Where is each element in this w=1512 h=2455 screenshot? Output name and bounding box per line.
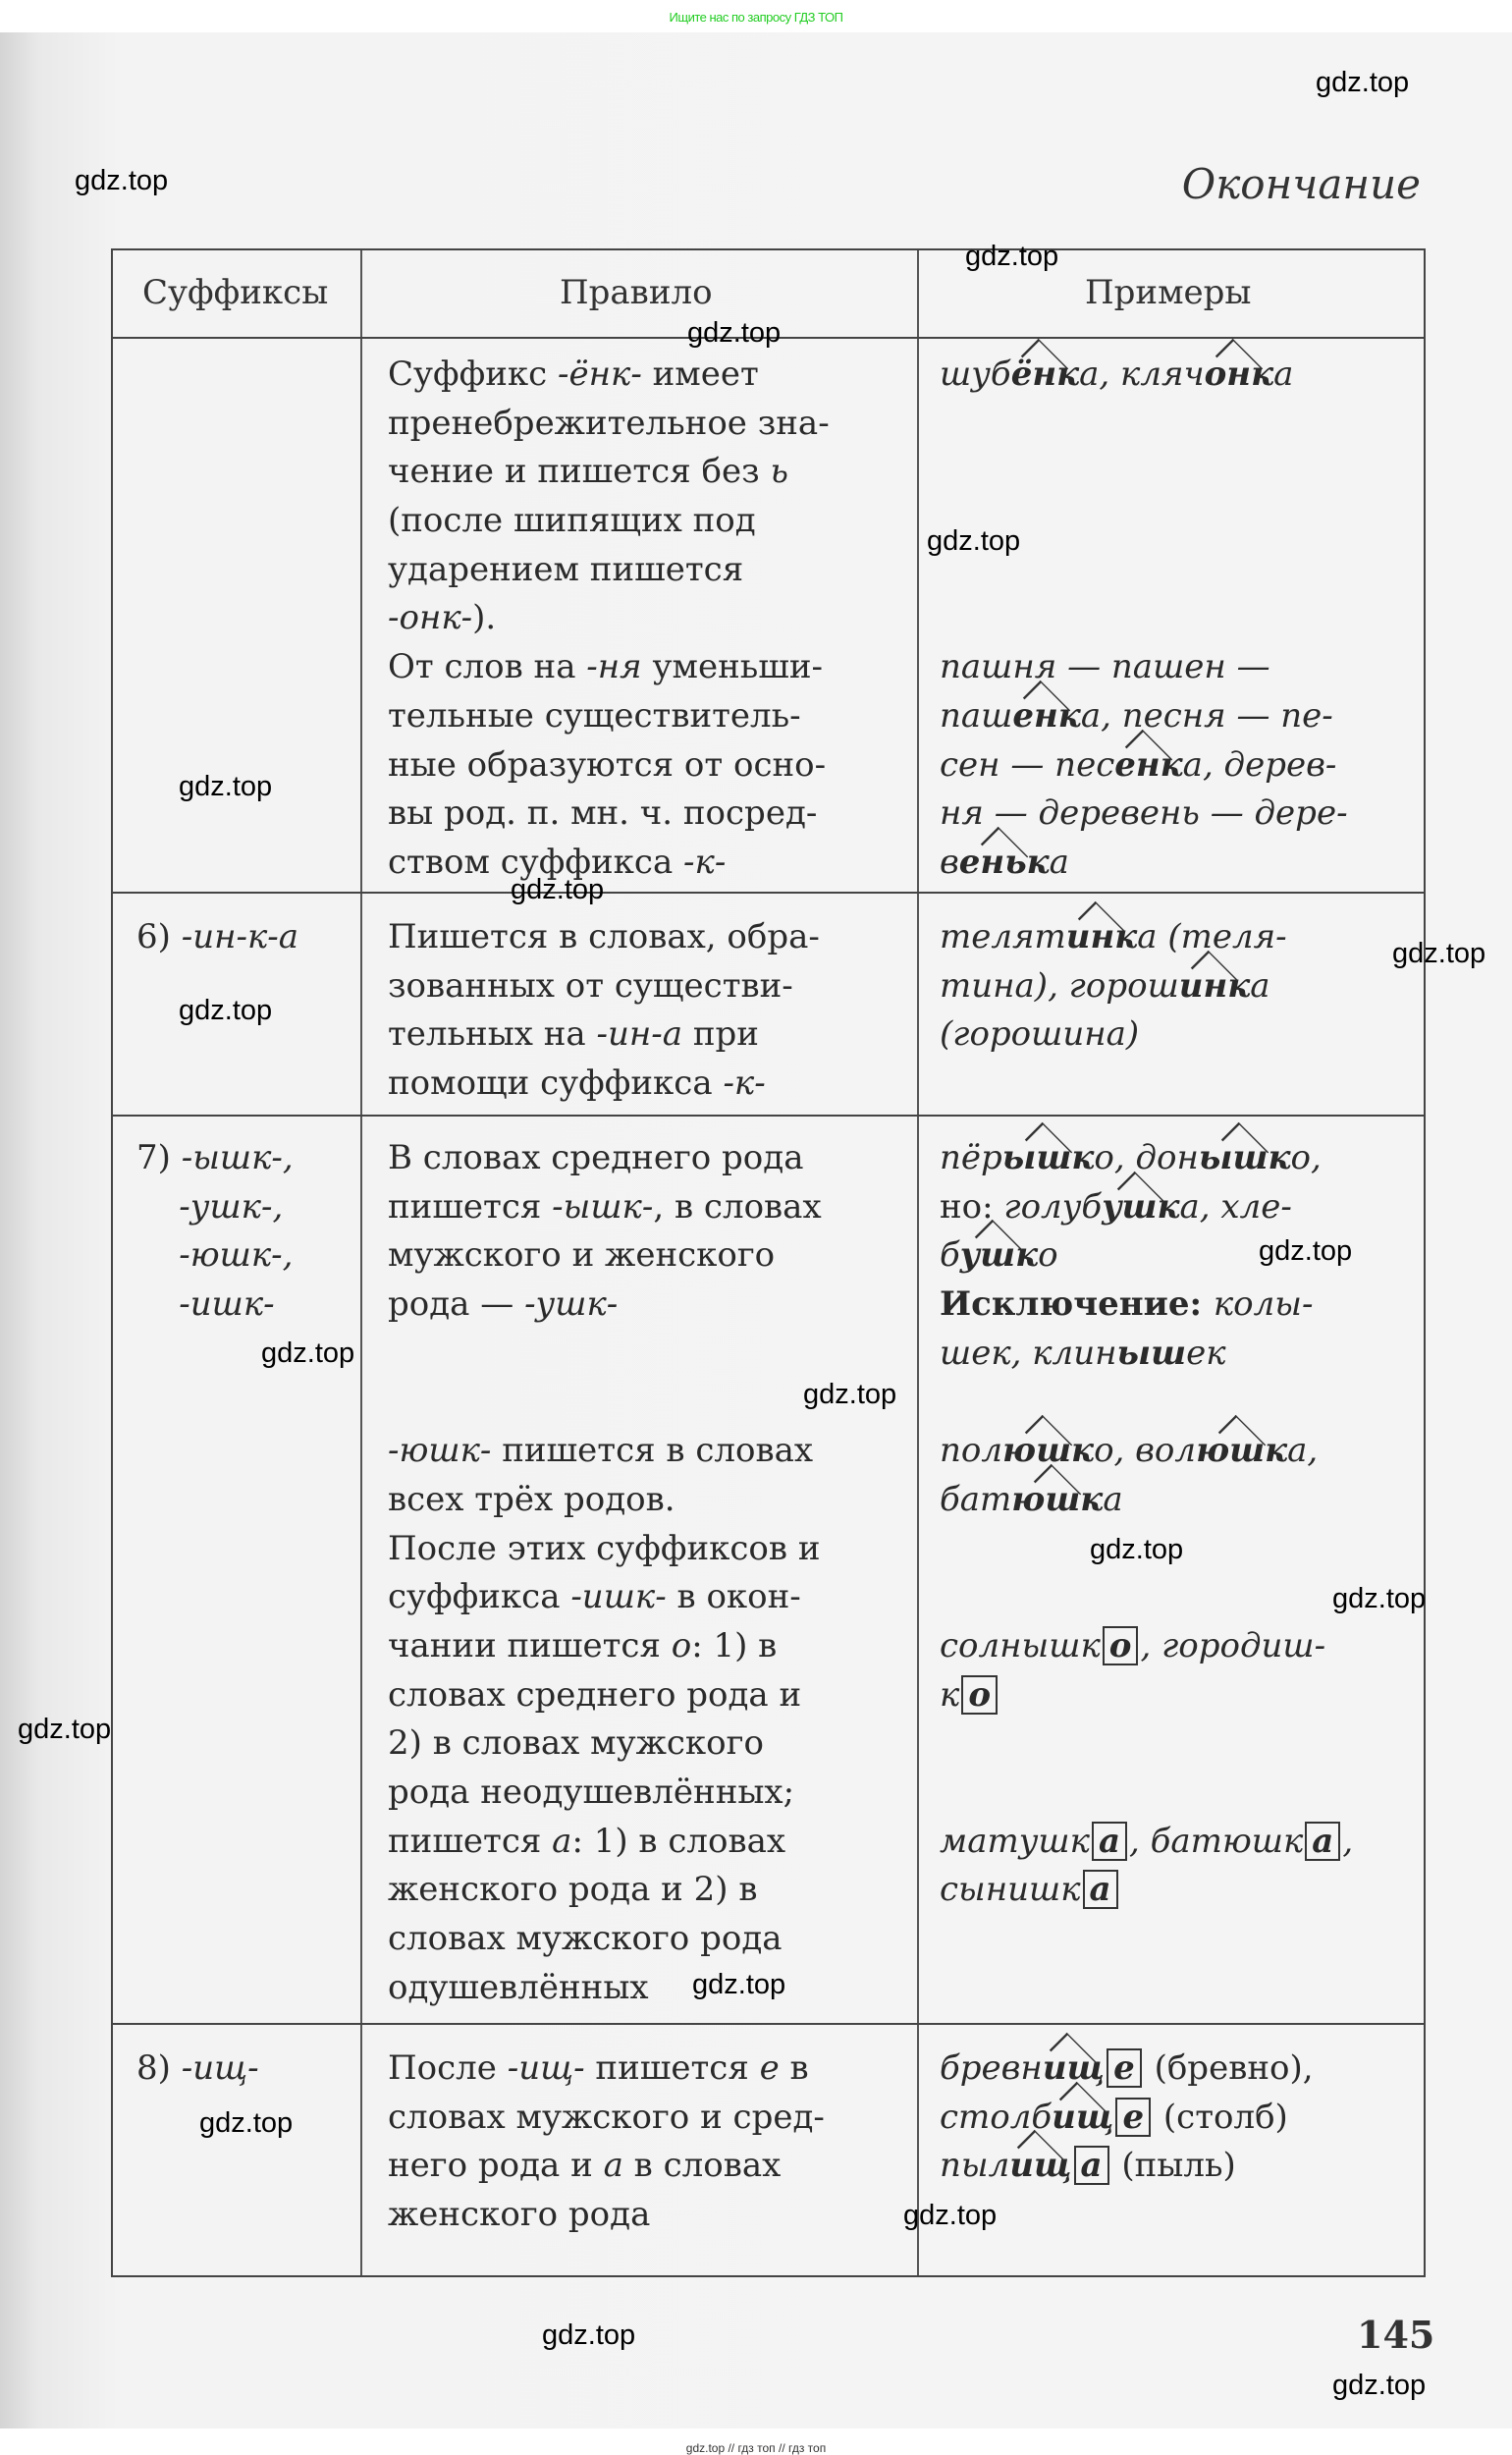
page-title: Окончание xyxy=(1181,160,1421,208)
ending-box: а xyxy=(1074,2146,1109,2185)
text-segment: , городиш- xyxy=(1140,1625,1326,1665)
text-line xyxy=(388,400,830,449)
text-segment: пишется xyxy=(388,1821,553,1861)
text-line xyxy=(388,1183,822,1232)
text-line xyxy=(940,1719,1353,1769)
text-segment: (столб) xyxy=(1153,2097,1288,2137)
text-line xyxy=(940,1281,1353,1330)
text-line xyxy=(388,1134,822,1183)
text-segment: пашня — пашен — xyxy=(940,647,1270,687)
text-line xyxy=(388,546,830,595)
text-segment: : 1) в xyxy=(691,1625,778,1665)
text-segment: а xyxy=(552,1821,572,1861)
text-segment: словах среднего рода и xyxy=(388,1674,802,1715)
text-segment: шуб xyxy=(940,355,1011,394)
suffix-arc-text: юшк xyxy=(1196,1427,1287,1476)
text-segment: паш xyxy=(940,695,1013,736)
watermark: gdz.top xyxy=(927,525,1021,557)
text-segment: ). xyxy=(472,598,497,638)
text-line xyxy=(940,1378,1353,1427)
ending-box: о xyxy=(1103,1626,1139,1665)
suffix-arc-text: еньк xyxy=(959,839,1050,888)
text-line xyxy=(388,1719,822,1769)
ending-box: е xyxy=(1115,2098,1151,2137)
text-segment: а xyxy=(1103,1479,1123,1519)
text-segment: о xyxy=(671,1625,692,1665)
text-segment: ударением пишется xyxy=(388,549,744,589)
text-segment: (горошина) xyxy=(940,1014,1140,1055)
ending-box: а xyxy=(1305,1822,1340,1861)
text-segment: тельные существитель- xyxy=(388,695,801,736)
text-line xyxy=(940,962,1287,1011)
text-line xyxy=(388,1866,822,1915)
text-segment: В словах среднего рода xyxy=(388,1138,804,1177)
row-divider xyxy=(113,2023,1424,2025)
text-segment: ством суффикса xyxy=(388,842,684,882)
text-segment: -ин-а xyxy=(596,1014,683,1055)
text-segment: ь xyxy=(770,452,788,492)
text-line xyxy=(940,2045,1314,2094)
text-segment: о, вол xyxy=(1094,1431,1197,1471)
text-line xyxy=(940,913,1287,962)
text-segment: -ушк- xyxy=(524,1284,619,1325)
text-segment: вы род. п. мн. ч. посред- xyxy=(388,793,818,834)
text-segment: а xyxy=(1250,965,1270,1006)
text-segment: -ня xyxy=(586,647,642,687)
column-divider xyxy=(360,250,362,2275)
suffix-arc-text: инк xyxy=(1066,913,1138,962)
suffix-arc-text: ушк xyxy=(1102,1183,1179,1232)
text-segment: ек xyxy=(1186,1333,1226,1373)
text-line xyxy=(940,1476,1353,1525)
header-examples: Примеры xyxy=(1085,273,1252,312)
text-line xyxy=(388,2142,825,2191)
text-segment: От слов на xyxy=(388,647,587,687)
text-line xyxy=(940,1671,1353,1720)
text-line xyxy=(940,351,1348,400)
footer: gdz.top // гдз топ // гдз топ xyxy=(685,2441,827,2455)
suffix-arc-text: юшк xyxy=(1002,1427,1094,1476)
text-segment: пренебрежительное зна- xyxy=(388,403,830,443)
text-segment: : 1) в словах xyxy=(571,1821,786,1861)
text-line xyxy=(388,1060,820,1109)
text-line xyxy=(136,1134,294,1183)
text-segment: а, кляч xyxy=(1079,355,1205,394)
text-segment: о, дон xyxy=(1094,1138,1199,1177)
text-segment: тина), горош xyxy=(940,965,1179,1006)
text-line xyxy=(940,1183,1353,1232)
text-segment: Исключение: xyxy=(940,1284,1214,1325)
suffix-cell xyxy=(136,913,298,962)
watermark: gdz.top xyxy=(1332,2370,1427,2401)
text-line xyxy=(388,1915,822,1964)
watermark: gdz.top xyxy=(965,241,1059,272)
text-segment: солнышк xyxy=(940,1625,1101,1665)
text-segment: при xyxy=(682,1014,759,1055)
text-line xyxy=(388,913,820,962)
text-line xyxy=(940,741,1348,791)
text-segment: а xyxy=(603,2146,623,2186)
text-line xyxy=(940,1134,1353,1183)
text-segment: пыл xyxy=(940,2146,1010,2186)
text-segment: одушевлённых xyxy=(388,1967,649,2007)
text-line xyxy=(388,962,820,1011)
examples-cell xyxy=(940,351,1348,888)
text-segment: а (теля- xyxy=(1137,917,1287,956)
suffix-arc-text: ищ xyxy=(1009,2142,1071,2191)
text-segment: а, песня — пе- xyxy=(1080,695,1333,736)
suffix-arc-text: ёнк xyxy=(1011,351,1079,400)
text-segment: в окон- xyxy=(666,1577,801,1617)
text-segment: пишется xyxy=(584,2048,760,2088)
text-segment: о, xyxy=(1290,1138,1322,1177)
text-line xyxy=(388,741,830,791)
text-segment: словах мужского рода xyxy=(388,1919,783,1958)
text-segment: -ышк- xyxy=(552,1186,654,1227)
text-line xyxy=(388,2094,825,2143)
suffix-arc-text: ушк xyxy=(960,1231,1038,1281)
text-segment: (после шипящих под xyxy=(388,501,756,541)
text-segment: женского рода xyxy=(388,2195,651,2235)
suffix-arc-text: ышк xyxy=(1199,1134,1291,1183)
text-line xyxy=(388,692,830,741)
text-segment: Суффикс xyxy=(388,355,559,394)
text-line xyxy=(388,839,830,888)
text-segment: (бревно), xyxy=(1143,2048,1314,2088)
text-line xyxy=(940,1330,1353,1379)
text-segment: но: xyxy=(940,1186,1004,1227)
text-segment: -ишк- xyxy=(570,1577,667,1617)
text-line xyxy=(388,497,830,546)
text-line xyxy=(940,1010,1287,1060)
text-line xyxy=(388,2045,825,2094)
text-segment: в xyxy=(940,842,959,882)
ending-box: е xyxy=(1107,2048,1142,2088)
suffix-arc-text: онк xyxy=(1205,351,1273,400)
text-segment: бревн xyxy=(940,2048,1043,2088)
text-line xyxy=(388,1769,822,1818)
watermark: gdz.top xyxy=(1090,1534,1184,1565)
text-segment: 2) в словах мужского xyxy=(388,1723,764,1764)
text-line xyxy=(388,1525,822,1574)
text-line xyxy=(388,1427,822,1476)
text-segment: помощи суффикса xyxy=(388,1064,724,1104)
text-line xyxy=(136,2045,259,2094)
watermark: gdz.top xyxy=(542,2319,636,2351)
text-line xyxy=(388,1573,822,1622)
suffix-arc-text: инк xyxy=(1179,962,1251,1011)
suffix-arc-text: енк xyxy=(1012,692,1080,741)
text-segment: (пыль) xyxy=(1110,2146,1236,2186)
text-segment: После этих суффиксов и xyxy=(388,1528,821,1568)
text-segment: в xyxy=(779,2048,809,2088)
text-segment: женского рода и 2) в xyxy=(388,1870,758,1910)
watermark: gdz.top xyxy=(1316,67,1410,98)
text-segment: , батюшк xyxy=(1128,1821,1304,1861)
text-line xyxy=(940,448,1348,497)
text-segment: -к- xyxy=(683,842,727,882)
text-segment: бат xyxy=(940,1479,1012,1519)
text-segment: -онк- xyxy=(388,598,473,638)
watermark: gdz.top xyxy=(803,1379,897,1410)
watermark: gdz.top xyxy=(511,874,605,905)
text-segment: пёр xyxy=(940,1138,1002,1177)
text-segment: всех трёх родов. xyxy=(388,1479,675,1519)
text-line xyxy=(388,1818,822,1867)
text-line xyxy=(136,1183,294,1232)
text-segment: уменьши- xyxy=(641,647,824,687)
text-line xyxy=(940,2142,1314,2191)
text-segment: -ушк-, xyxy=(179,1186,284,1227)
text-line xyxy=(388,1330,822,1379)
watermark: gdz.top xyxy=(179,995,273,1026)
text-segment: ня — деревень — дере- xyxy=(940,793,1348,834)
watermark: gdz.top xyxy=(261,1337,355,1369)
text-line xyxy=(388,790,830,839)
text-segment: зованных от существи- xyxy=(388,965,793,1006)
text-segment: а, хле- xyxy=(1179,1186,1292,1227)
text-segment xyxy=(136,1235,179,1275)
text-segment xyxy=(136,1187,179,1227)
text-segment: -юшк- xyxy=(388,1431,492,1471)
text-segment: ные образуются от осно- xyxy=(388,744,827,785)
suffix-arc-text: юшк xyxy=(1011,1476,1103,1525)
row-divider xyxy=(113,892,1424,894)
text-segment: сен — пес xyxy=(940,744,1115,785)
text-line xyxy=(388,2191,825,2240)
text-segment: мужского и женского xyxy=(388,1235,776,1276)
text-segment: о xyxy=(1038,1235,1058,1276)
text-segment: а, дерев- xyxy=(1182,744,1337,785)
text-segment: е xyxy=(759,2048,780,2088)
top-banner: Ищите нас по запросу ГДЗ ТОП xyxy=(669,10,843,25)
text-line xyxy=(940,839,1348,888)
text-segment: тельных на xyxy=(388,1014,597,1055)
text-segment: в словах xyxy=(622,2146,782,2186)
watermark: gdz.top xyxy=(903,2200,998,2231)
watermark: gdz.top xyxy=(75,165,169,196)
text-segment: , xyxy=(1342,1821,1354,1861)
text-segment: матушк xyxy=(940,1821,1090,1861)
text-segment: -ищ- xyxy=(181,2048,259,2088)
watermark: gdz.top xyxy=(692,1969,786,2000)
rule-cell xyxy=(388,2045,825,2240)
text-segment: После xyxy=(388,2048,508,2088)
text-segment: 7) xyxy=(136,1138,182,1177)
suffix-arc-text: ищ xyxy=(1052,2094,1113,2143)
text-segment: -ышк-, xyxy=(181,1138,294,1177)
text-line xyxy=(388,643,830,692)
text-line xyxy=(388,1378,822,1427)
rule-cell xyxy=(388,913,820,1109)
column-divider xyxy=(917,250,919,2275)
text-segment: а xyxy=(1049,842,1069,882)
text-line xyxy=(388,1671,822,1720)
text-segment: ыш xyxy=(1116,1333,1187,1373)
text-line xyxy=(136,1231,294,1281)
suffix-arc-text: енк xyxy=(1114,741,1182,791)
ending-box: а xyxy=(1083,1870,1118,1909)
suffix-cell xyxy=(136,2045,259,2094)
text-line xyxy=(940,2094,1314,2143)
text-segment: голуб xyxy=(1003,1186,1103,1227)
text-line xyxy=(136,1281,294,1330)
text-segment: рода неодушевлённых; xyxy=(388,1772,795,1812)
suffix-arc-text: ышк xyxy=(1002,1134,1095,1183)
watermark: gdz.top xyxy=(199,2107,294,2139)
text-segment: -ишк- xyxy=(179,1284,275,1325)
examples-cell xyxy=(940,913,1287,1060)
text-line xyxy=(940,1769,1353,1818)
suffix-arc-text: ищ xyxy=(1043,2045,1105,2094)
text-segment: суффикса xyxy=(388,1577,571,1617)
text-segment: пишется в словах xyxy=(491,1431,814,1471)
text-line xyxy=(388,1622,822,1671)
text-segment: чение и пишется без xyxy=(388,452,771,492)
text-segment: столб xyxy=(940,2097,1053,2137)
text-line xyxy=(940,400,1348,449)
text-segment: -к- xyxy=(723,1064,766,1104)
text-segment: пишется xyxy=(388,1186,553,1227)
watermark: gdz.top xyxy=(1332,1583,1427,1614)
text-segment: б xyxy=(940,1235,960,1276)
text-segment: словах мужского и сред- xyxy=(388,2097,825,2137)
text-line xyxy=(388,1231,822,1281)
text-line xyxy=(940,1573,1353,1622)
watermark: gdz.top xyxy=(687,317,782,349)
text-line xyxy=(388,594,830,643)
text-segment xyxy=(136,1284,179,1324)
text-segment: рода — xyxy=(388,1284,525,1325)
text-line xyxy=(388,1010,820,1060)
text-segment: телят xyxy=(940,917,1066,956)
text-segment: колы- xyxy=(1213,1284,1314,1325)
text-segment: к xyxy=(940,1674,960,1715)
suffix-cell xyxy=(136,1134,294,1330)
examples-cell xyxy=(940,2045,1314,2191)
row-divider xyxy=(113,1115,1424,1117)
text-segment: Пишется в словах, обра- xyxy=(388,917,820,956)
text-segment: -ёнк- xyxy=(558,355,642,394)
text-line xyxy=(940,1427,1353,1476)
watermark: gdz.top xyxy=(18,1714,112,1745)
text-line xyxy=(940,594,1348,643)
text-segment: -ищ- xyxy=(507,2048,585,2088)
ending-box: а xyxy=(1092,1822,1127,1861)
text-segment: пол xyxy=(940,1431,1003,1471)
text-segment: сынишк xyxy=(940,1870,1081,1910)
text-segment: него рода и xyxy=(388,2146,604,2186)
text-segment: 8) xyxy=(136,2048,182,2088)
watermark: gdz.top xyxy=(179,771,273,802)
ending-box: о xyxy=(961,1675,998,1715)
text-line xyxy=(940,1818,1353,1867)
rule-cell xyxy=(388,351,830,888)
text-line xyxy=(388,351,830,400)
text-segment: , в словах xyxy=(653,1186,822,1227)
page-number: 145 xyxy=(1357,2313,1435,2357)
header-rule: Правило xyxy=(560,273,713,312)
text-segment: -ин-к-а xyxy=(181,917,299,956)
text-line xyxy=(388,1281,822,1330)
rule-cell xyxy=(388,1134,822,2012)
header-suffixes: Суффиксы xyxy=(142,273,329,312)
text-segment: чании пишется xyxy=(388,1625,672,1665)
text-line xyxy=(136,913,298,962)
watermark: gdz.top xyxy=(1259,1235,1353,1267)
text-segment: 6) xyxy=(136,917,182,956)
text-line xyxy=(940,1866,1353,1915)
text-segment: а, xyxy=(1287,1431,1319,1471)
text-line xyxy=(940,643,1348,692)
text-line xyxy=(388,1476,822,1525)
text-line xyxy=(940,1622,1353,1671)
text-line xyxy=(388,448,830,497)
watermark: gdz.top xyxy=(1392,938,1486,969)
text-segment: имеет xyxy=(641,355,759,394)
text-segment: шек, клин xyxy=(940,1333,1117,1373)
text-segment: -юшк-, xyxy=(179,1235,294,1276)
text-segment: а xyxy=(1273,355,1294,394)
